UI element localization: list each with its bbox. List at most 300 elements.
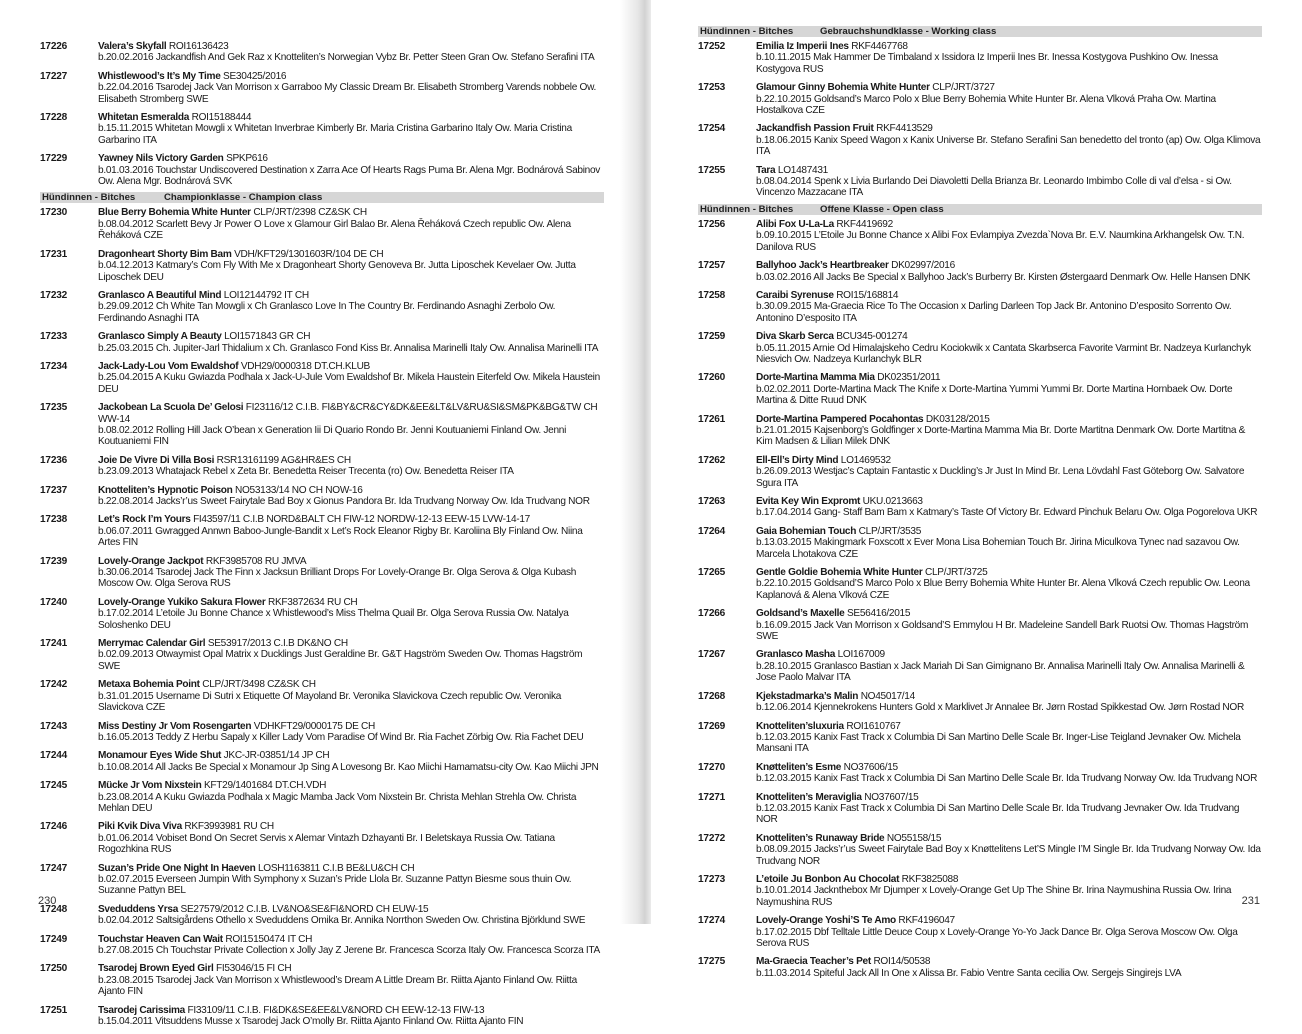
entry-title-line: [98, 361, 604, 372]
dog-name: Ballyhoo Jack’s Heartbreaker: [756, 260, 889, 272]
dog-name: Glamour Ginny Bohemia White Hunter: [756, 82, 930, 94]
catalog-entry: [40, 485, 604, 508]
entry-title-line: [98, 934, 604, 945]
dog-name: Knotteliten’s Meraviglia: [756, 791, 862, 803]
dog-name: Gentle Goldie Bohemia White Hunter: [756, 567, 923, 579]
registration-number: ROI15188444: [191, 112, 252, 124]
entry-title-line: [98, 638, 604, 649]
pedigree-details: b.28.10.2015 Granlasco Bastian x Jack Mariah Di San Gimignano Br. Annalisa Marinelli Italy Ow. Annalisa Marinelli & Jose Paolo Malvar ITA: [756, 660, 1245, 684]
entry-title-line: [98, 679, 604, 690]
pedigree-details: b.12.03.2015 Kanix Fast Track x Columbia Di San Martino Delle Scale Br. Ida Trudvang Jevnaker Ow. Ida Trudvang NOR: [756, 802, 1240, 826]
pedigree-details: b.30.09.2015 Ma-Graecia Rice To The Occasion x Darling Darleen Top Jack Br. Antonino D’esposito Sorrento Ow. Antonino D’esposito ITA: [756, 301, 1232, 324]
entry-number: 17232: [40, 289, 68, 301]
entry-number: 17245: [40, 780, 68, 792]
registration-number: VDH29/0000318 DT.CH.KLUB: [240, 360, 370, 372]
catalog-entry: [698, 331, 1262, 365]
entry-title-line: [98, 821, 604, 832]
catalog-entry: [698, 455, 1262, 489]
catalog-entry: [40, 514, 604, 548]
right-page-entries: [698, 28, 1262, 986]
dog-name: Metaxa Bohemia Point: [98, 679, 200, 691]
entry-title-line: [98, 863, 604, 874]
pedigree-details: b.23.08.2015 Tsarodej Jack Van Morrison x Whistlewood’s Dream A Little Dream Br. Riitta Ajanto Finland Ow. Riitta Ajanto FIN: [98, 974, 577, 998]
dog-name: Lovely-Orange Yoshi’S Te Amo: [756, 915, 896, 927]
dog-name: Emilia Iz Imperii Ines: [756, 41, 849, 52]
registration-number: ROI15150474 IT CH: [225, 933, 313, 945]
registration-number: FI43597/11 C.I.B NORD&BALT CH FIW-12 NORDW-12-13 EEW-15 LVW-14-17: [193, 514, 530, 526]
registration-number: DK03128/2015: [925, 413, 990, 425]
dog-name: Gaia Bohemian Touch: [756, 525, 857, 537]
registration-number: SE53917/2013 C.I.B DK&NO CH: [207, 638, 348, 650]
pedigree-details: b.25.03.2015 Ch. Jupiter-Jarl Thidalium x Ch. Granlasco Fond Kiss Br. Annalisa Marinelli Italy Ow. Annalisa Marinelli ITA: [98, 342, 599, 354]
entry-title-line: [98, 750, 604, 761]
entry-title-line: [98, 455, 604, 466]
entry-number: 17251: [40, 1004, 68, 1016]
registration-number: NO37607/15: [864, 791, 919, 803]
pedigree-details: b.29.09.2012 Ch White Tan Mowgli x Ch Granlasco Love In The Country Br. Ferdinando Asnaghi Zerbolo Ow. Ferdinando Asnaghi ITA: [98, 301, 556, 324]
registration-number: ROI1610767: [846, 720, 901, 732]
catalog-entry: [40, 679, 604, 713]
pedigree-details: b.25.04.2015 A Kuku Gwiazda Podhala x Jack-U-Jule Vom Ewaldshof Br. Mikela Haustein Eiterfeld Ow. Mikela Haustein DEU: [98, 372, 600, 395]
entry-title-line: [98, 780, 604, 791]
entry-number: 17240: [40, 596, 68, 608]
dog-name: Jackobean La Scuola De’ Gelosi: [98, 402, 244, 414]
entry-title-line: [756, 165, 1262, 176]
dog-name: Mücke Jr Vom Nixstein: [98, 780, 202, 792]
catalog-entry: [40, 904, 604, 927]
catalog-entry: [698, 414, 1262, 448]
dog-name: Goldsand’s Maxelle: [756, 608, 845, 620]
dog-name: L’etoile Ju Bonbon Au Chocolat: [756, 873, 900, 885]
pedigree-details: b.15.11.2015 Whitetan Mowgli x Whitetan Inverbrae Kimberly Br. Maria Cristina Garbarino Italy Ow. Maria Cristina Garbarino ITA: [98, 123, 572, 146]
section-sex-label: Hündinnen - Bitches: [700, 26, 794, 37]
entry-number: 17268: [698, 690, 726, 702]
dog-name: Sveduddens Yrsa: [98, 903, 179, 915]
dog-name: Knotteliten’s Runaway Bride: [756, 832, 885, 844]
class-section-header: [698, 26, 1262, 37]
entry-number: 17252: [698, 41, 726, 52]
entry-number: 17231: [40, 248, 68, 260]
pedigree-details: b.27.08.2015 Ch Touchstar Private Collection x Jolly Jay Z Jerene Br. Francesca Scorza Italy Ow. Francesca Scorza ITA: [98, 945, 600, 956]
catalog-entry: [698, 567, 1262, 601]
pedigree-details: b.01.06.2014 Vobiset Bond On Secret Servis x Alemar Vintazh Dzhayanti Br. I Beletskaya Russia Ow. Tatiana Rogozhkina RUS: [98, 832, 555, 856]
dog-name: Knotteliten’s Hypnotic Poison: [98, 484, 233, 496]
entry-number: 17246: [40, 821, 68, 833]
registration-number: LO1487431: [777, 164, 828, 176]
pedigree-details: b.04.12.2013 Katmary’s Com Fly With Me x Dragonheart Shorty Genoveva Br. Jutta Liposchek Kevelaer Ow. Jutta Liposchek DEU: [98, 260, 576, 283]
catalog-entry: [698, 833, 1262, 867]
registration-number: CLP/JRT/2398 CZ&SK CH: [253, 207, 367, 219]
entry-number: 17241: [40, 638, 68, 650]
entry-number: 17261: [698, 413, 726, 425]
pedigree-details: b.18.06.2015 Kanix Speed Wagon x Kanix Universe Br. Stefano Serafini San benedetto del tronto (ap) Ow. Olga Klimova ITA: [756, 134, 1261, 158]
catalog-entry: [698, 496, 1262, 519]
catalog-entry: [698, 219, 1262, 253]
pedigree-details: b.22.04.2016 Tsarodej Jack Van Morrison x Garraboo My Classic Dream Br. Elisabeth Stromberg Varends nobbele Ow. Elisabeth Stromberg SWE: [98, 82, 597, 105]
registration-number: NO45017/14: [860, 690, 915, 702]
right-page: [651, 0, 1302, 979]
entry-number: 17260: [698, 372, 726, 384]
entry-title-line: [98, 249, 604, 260]
entry-title-line: [98, 485, 604, 496]
pedigree-details: b.05.11.2015 Arnie Od Himalajskeho Cedru Kociokwik x Cantata Skarbserca Favorite Varmint Br. Nadzeya Kurlanchyk Niesvich Ow. Nadzeya Kurlanchyk BLR: [756, 342, 1251, 365]
dog-name: Lovely-Orange Jackpot: [98, 555, 204, 567]
registration-number: CLP/JRT/3727: [932, 82, 995, 94]
dog-name: Alibi Fox U-La-La: [756, 218, 834, 230]
entry-number: 17267: [698, 649, 726, 661]
dog-name: Granlasco A Beautiful Mind: [98, 289, 222, 301]
catalog-entry: [40, 71, 604, 105]
dog-name: Blue Berry Bohemia White Hunter: [98, 207, 251, 219]
catalog-entry: [40, 41, 604, 64]
page-number-left: 230: [38, 895, 57, 907]
dog-name: Knotteliten’sluxuria: [756, 720, 844, 732]
dog-name: Suzan’s Pride One Night In Haeven: [98, 862, 256, 874]
registration-number: UKU.0213663: [862, 496, 923, 507]
pedigree-details: b.22.08.2014 Jacks’r’us Sweet Fairytale Bad Boy x Gionus Pandora Br. Ida Trudvang Norway Ow. Ida Trudvang NOR: [98, 496, 590, 507]
catalog-entry: [40, 455, 604, 478]
dog-name: Tara: [756, 164, 776, 176]
dog-name: Tsarodej Carissima: [98, 1004, 185, 1016]
pedigree-details: b.08.09.2015 Jacks’r’us Sweet Fairytale Bad Boy x Knøttelitens Let’S Mingle I’M Single Br. Ida Trudvang Norway Ow. Ida Trudvang NOR: [756, 844, 1261, 867]
registration-number: VDH/KFT29/1301603R/104 DE CH: [234, 248, 384, 260]
entry-number: 17256: [698, 218, 726, 230]
section-sex-label: Hündinnen - Bitches: [42, 192, 136, 204]
pedigree-details: b.02.04.2012 Saltsigårdens Othello x Sveduddens Omika Br. Annika Norrthon Sweden Ow. Christina Björklund SWE: [98, 915, 586, 927]
registration-number: FI23116/12 C.I.B. FI&BY&CR&CY&DK&EE&LT&LV&RU&SI&SM&PK&BG&TW CH WW-14: [98, 402, 598, 425]
registration-number: JKC-JR-03851/14 JP CH: [223, 750, 330, 762]
entry-number: 17230: [40, 207, 68, 219]
section-class-label: Gebrauchshundklasse - Working class: [820, 26, 997, 37]
entry-number: 17271: [698, 791, 726, 803]
entry-number: 17248: [40, 903, 68, 915]
entry-title-line: [98, 556, 604, 567]
entry-title-line: [98, 721, 604, 732]
registration-number: SPKP616: [226, 153, 268, 165]
entry-number: 17236: [40, 454, 68, 466]
dog-name: Whistlewood’s It’s My Time: [98, 70, 221, 82]
registration-number: DK02997/2016: [891, 260, 955, 272]
pedigree-details: b.08.02.2012 Rolling Hill Jack O’bean x Generation Iii Di Quario Rondo Br. Jenni Koutuaniemi Finland Ow. Jenni Koutuaniemi FIN: [98, 424, 567, 448]
dog-name: Dorte-Martina Pampered Pocahontas: [756, 413, 924, 425]
catalog-entry: [40, 597, 604, 631]
dog-name: Caraibi Syrenuse: [756, 289, 834, 301]
catalog-entry: [698, 290, 1262, 324]
catalog-entry: [698, 608, 1262, 642]
registration-number: SE56416/2015: [846, 608, 911, 620]
entry-title-line: [756, 455, 1262, 466]
entry-title-line: [98, 153, 604, 164]
entry-title-line: [98, 207, 604, 218]
catalog-entry: [40, 721, 604, 744]
catalog-entry: [40, 153, 604, 187]
catalog-entry: [40, 750, 604, 773]
dog-name: Merrymac Calendar Girl: [98, 638, 206, 650]
entry-title-line: [756, 649, 1262, 660]
entry-title-line: [756, 496, 1262, 507]
entry-number: 17237: [40, 484, 68, 496]
registration-number: RKF3985708 RU JMVA: [205, 555, 307, 567]
registration-number: ROI16136423: [168, 41, 229, 52]
entry-title-line: [756, 219, 1262, 230]
pedigree-details: b.22.10.2015 Goldsand’s Marco Polo x Blue Berry Bohemia White Hunter Br. Alena Vlková Praha Ow. Martina Hostalkova CZE: [756, 93, 1216, 117]
dog-name: Ma-Graecia Teacher’s Pet: [756, 956, 871, 968]
dog-name: Lovely-Orange Yukiko Sakura Flower: [98, 596, 266, 608]
catalog-entry: [698, 649, 1262, 683]
entry-title-line: [98, 331, 604, 342]
entry-title-line: [756, 721, 1262, 732]
registration-number: NO37606/15: [843, 761, 898, 773]
catalog-entry: [40, 402, 604, 448]
catalog-entry: [698, 41, 1262, 75]
entry-number: 17257: [698, 260, 726, 272]
entry-number: 17228: [40, 112, 68, 124]
left-page-entries: [40, 41, 604, 1034]
entry-number: 17244: [40, 750, 68, 762]
dog-name: Piki Kvik Diva Viva: [98, 821, 182, 833]
registration-number: RKF4419692: [836, 218, 893, 230]
pedigree-details: b.10.01.2014 Jacknthebox Mr Djumper x Lovely-Orange Get Up The Shine Br. Irina Naymushina Russia Ow. Irina Naymushina RUS: [756, 885, 1232, 908]
dog-name: Dragonheart Shorty Bim Bam: [98, 248, 232, 260]
catalog-entry: [40, 1005, 604, 1028]
registration-number: RSR13161199 AG&HR&ES CH: [216, 454, 351, 466]
registration-number: SE30425/2016: [223, 70, 287, 82]
entry-number: 17253: [698, 82, 726, 94]
pedigree-details: b.20.02.2016 Jackandfish And Gek Raz x Knotteliten’s Norwegian Vybz Br. Petter Steen Gran Ow. Stefano Serafini ITA: [98, 52, 595, 64]
pedigree-details: b.09.10.2015 L’Etoile Ju Bonne Chance x Alibi Fox Evlampiya Zvezda`Nova Br. E.V. Naumkina Arkhangelsk Ow. T.N. Danilova RUS: [756, 230, 1245, 253]
entry-number: 17275: [698, 956, 726, 968]
entry-number: 17243: [40, 720, 68, 732]
entry-number: 17263: [698, 496, 726, 507]
pedigree-details: b.26.09.2013 Westjac’s Captain Fantastic x Duckling’s Jr Just In Mind Br. Lena Lövdahl Fast Göteborg Ow. Salvatore Sgura ITA: [756, 466, 1245, 489]
entry-title-line: [756, 691, 1262, 702]
registration-number: ROI14/50538: [873, 956, 931, 968]
entry-number: 17226: [40, 41, 68, 52]
entry-title-line: [756, 833, 1262, 844]
dog-name: Granlasco Simply A Beauty: [98, 331, 222, 343]
pedigree-details: b.08.04.2012 Scarlett Bevy Jr Power O Love x Glamour Girl Balao Br. Alena Řeháková Czech republic Ow. Alena Řeháková CZE: [98, 218, 571, 242]
pedigree-details: b.16.09.2015 Jack Van Morrison x Goldsand’S Emmylou H Br. Madeleine Sandell Bark Ruotsi Ow. Thomas Hagström SWE: [756, 619, 1249, 643]
dog-name: Joie De Vivre Di Villa Bosi: [98, 454, 215, 466]
dog-name: Jackandfish Passion Fruit: [756, 123, 874, 135]
dog-name: Touchstar Heaven Can Wait: [98, 933, 223, 945]
entry-number: 17259: [698, 331, 726, 343]
registration-number: DK02351/2011: [877, 372, 941, 384]
registration-number: FI33109/11 C.I.B. FI&DK&SE&EE&LV&NORD CH EEW-12-13 FIW-13: [187, 1004, 485, 1016]
pedigree-details: b.06.07.2011 Gwragged Annwn Baboo-Jungle-Bandit x Let’s Rock Eleanor Rigby Br. Karoliina Bly Finland Ow. Niina Artes FIN: [98, 525, 583, 549]
entry-title-line: [756, 915, 1262, 926]
entry-title-line: [756, 874, 1262, 885]
registration-number: RKF4413529: [876, 123, 933, 135]
pedigree-details: b.21.01.2015 Kajsenborg’s Goldfinger x Dorte-Martina Mamma Mia Br. Dorte Martitna Denmark Ow. Dorte Martitna & Kim Madsen & Lilian Milek DNK: [756, 424, 1246, 448]
catalog-entry: [40, 249, 604, 283]
catalog-entry: [698, 792, 1262, 826]
pedigree-details: b.31.01.2015 Username Di Sutri x Etiquette Of Mayoland Br. Veronika Slavickova Czech republic Ow. Veronika Slavickova CZE: [98, 690, 562, 714]
entry-title-line: [756, 123, 1262, 134]
registration-number: NO53133/14 NO CH NOW-16: [235, 484, 363, 496]
entry-number: 17258: [698, 289, 726, 301]
dog-name: Tsarodej Brown Eyed Girl: [98, 963, 214, 975]
registration-number: VDHKFT29/0000175 DE CH: [253, 720, 376, 732]
entry-title-line: [756, 792, 1262, 803]
class-section-header: [40, 192, 604, 203]
dog-name: Valera’s Skyfall: [98, 41, 167, 52]
entry-number: 17234: [40, 360, 68, 372]
entry-number: 17242: [40, 679, 68, 691]
catalog-entry: [40, 638, 604, 672]
catalog-entry: [698, 372, 1262, 406]
registration-number: ROI15/168814: [836, 289, 899, 301]
pedigree-details: b.10.11.2015 Mak Hammer De Timbaland x Issidora Iz Imperii Ines Br. Inessa Kostygova Pushkino Ow. Inessa Kostygova RUS: [756, 52, 1218, 75]
entry-number: 17254: [698, 123, 726, 135]
registration-number: SE27579/2012 C.I.B. LV&NO&SE&FI&NORD CH EUW-15: [180, 903, 429, 915]
pedigree-details: b.13.03.2015 Makingmark Foxscott x Ever Mona Lisa Bohemian Touch Br. Jirina Miculkova Tynec nad sazavou Ow. Marcela Lhotakova CZE: [756, 537, 1240, 560]
entry-title-line: [756, 956, 1262, 967]
entry-number: 17233: [40, 331, 68, 343]
catalog-entry: [40, 112, 604, 146]
entry-title-line: [756, 414, 1262, 425]
catalog-entry: [40, 863, 604, 897]
entry-title-line: [756, 762, 1262, 773]
left-page: [0, 0, 625, 1028]
pedigree-details: b.17.04.2014 Gang- Staff Bam Bam x Katmary’s Taste Of Victory Br. Edward Pinchuk Belaru Ow. Olga Pogorelova UKR: [756, 507, 1258, 519]
entry-title-line: [98, 112, 604, 123]
catalog-entry: [40, 821, 604, 855]
entry-number: 17264: [698, 525, 726, 537]
registration-number: NO55158/15: [886, 832, 942, 844]
catalog-entry: [40, 934, 604, 957]
pedigree-details: b.17.02.2015 Dbf Telltale Little Deuce Coup x Lovely-Orange Yo-Yo Jack Dance Br. Olga Serova Moscow Ow. Olga Serova RUS: [756, 926, 1238, 949]
entry-title-line: [98, 290, 604, 301]
registration-number: FI53046/15 FI CH: [215, 963, 292, 975]
pedigree-details: b.03.02.2016 All Jacks Be Special x Ballyhoo Jack’s Burberry Br. Kirsten Østergaard Denmark Ow. Helle Hansen DNK: [756, 271, 1251, 283]
entry-number: 17250: [40, 963, 68, 975]
catalog-entry: [698, 82, 1262, 116]
class-section-header: [698, 204, 1262, 215]
entry-number: 17262: [698, 454, 726, 466]
catalog-entry: [40, 290, 604, 324]
registration-number: LOI1571843 GR CH: [224, 331, 311, 343]
entry-title-line: [756, 290, 1262, 301]
entry-number: 17235: [40, 402, 68, 414]
entry-number: 17269: [698, 720, 726, 732]
registration-number: KFT29/1401684 DT.CH.VDH: [203, 780, 327, 792]
pedigree-details: b.02.09.2013 Otwaymist Opal Matrix x Ducklings Just Geraldine Br. G&T Hagström Sweden Ow. Thomas Hagström SWE: [98, 649, 583, 672]
dog-name: Kjekstadmarka’s Malin: [756, 690, 859, 702]
catalog-entry: [698, 123, 1262, 157]
entry-title-line: [756, 567, 1262, 578]
section-class-label: Offene Klasse - Open class: [820, 203, 944, 215]
catalog-entry: [40, 331, 604, 354]
entry-number: 17265: [698, 567, 726, 579]
pedigree-details: b.11.03.2014 Spiteful Jack All In One x Alissa Br. Fabio Ventre Santa cecilia Ow. Sergejs Singirejs LVA: [756, 967, 1182, 979]
dog-name: Diva Skarb Serca: [756, 331, 834, 343]
registration-number: RKF3825088: [901, 873, 959, 885]
entry-title-line: [98, 402, 604, 425]
entry-title-line: [756, 82, 1262, 93]
entry-number: 17239: [40, 555, 68, 567]
dog-name: Miss Destiny Jr Vom Rosengarten: [98, 720, 252, 732]
entry-number: 17274: [698, 915, 726, 927]
dog-name: Knøtteliten’s Esme: [756, 761, 842, 773]
entry-number: 17249: [40, 933, 68, 945]
registration-number: CLP/JRT/3535: [858, 525, 922, 537]
registration-number: BCU345-001274: [836, 331, 908, 343]
dog-name: Yawney Nils Victory Garden: [98, 153, 224, 165]
entry-title-line: [756, 41, 1262, 52]
catalog-entry: [698, 691, 1262, 714]
entry-number: 17238: [40, 514, 68, 526]
entry-number: 17272: [698, 832, 726, 844]
pedigree-details: b.15.04.2011 Vitsuddens Musse x Tsarodej Jack O’molly Br. Riitta Ajanto Finland Ow. Riitta Ajanto FIN: [98, 1016, 524, 1028]
entry-number: 17229: [40, 153, 68, 165]
registration-number: CLP/JRT/3498 CZ&SK CH: [202, 679, 316, 691]
registration-number: LO1469532: [840, 454, 891, 466]
catalog-entry: [698, 260, 1262, 283]
catalog-entry: [698, 526, 1262, 560]
dog-name: Dorte-Martina Mamma Mia: [756, 372, 875, 384]
pedigree-details: b.12.03.2015 Kanix Fast Track x Columbia Di San Martino Delle Scale Br. Inger-Lise Teigland Jevnaker Ow. Michela Mansani ITA: [756, 731, 1241, 755]
catalog-entry: [698, 721, 1262, 755]
registration-number: RKF3872634 RU CH: [267, 596, 358, 608]
entry-title-line: [98, 904, 604, 915]
pedigree-details: b.30.06.2014 Tsarodej Jack The Finn x Jacksun Brilliant Drops For Lovely-Orange Br. Olga Serova & Olga Kubash Moscow Ow. Olga Serova RUS: [98, 567, 577, 590]
registration-number: LOI12144792 IT CH: [223, 289, 309, 301]
dog-name: Let’s Rock I’m Yours: [98, 514, 191, 526]
catalog-entry: [40, 963, 604, 997]
catalog-entry: [698, 915, 1262, 949]
catalog-entry: [698, 956, 1262, 979]
registration-number: LOSH1163811 C.I.B BE&LU&CH CH: [257, 862, 415, 874]
pedigree-details: b.10.08.2014 All Jacks Be Special x Monamour Jp Sing A Lovesong Br. Kao Miichi Hamamatsu-city Ow. Kao Miichi JPN: [98, 761, 599, 773]
entry-number: 17273: [698, 873, 726, 885]
entry-title-line: [98, 41, 604, 52]
registration-number: RKF4467768: [851, 41, 908, 52]
pedigree-details: b.12.06.2014 Kjennekrokens Hunters Gold x Marklivet Jr Annalee Br. Jørn Rostad Spikkestad Ow. Jørn Rostad NOR: [756, 702, 1244, 714]
entry-title-line: [98, 514, 604, 525]
entry-title-line: [98, 71, 604, 82]
dog-name: Evita Key Win Expromt: [756, 496, 861, 507]
pedigree-details: b.12.03.2015 Kanix Fast Track x Columbia Di San Martino Delle Scale Br. Ida Trudvang Norway Ow. Ida Trudvang NOR: [756, 773, 1258, 785]
registration-number: CLP/JRT/3725: [924, 567, 988, 579]
registration-number: LOI167009: [837, 649, 885, 661]
entry-number: 17266: [698, 608, 726, 620]
entry-title-line: [98, 1005, 604, 1016]
pedigree-details: b.23.09.2013 Whatajack Rebel x Zeta Br. Benedetta Reiser Trecenta (ro) Ow. Benedetta Reiser ITA: [98, 466, 514, 478]
entry-title-line: [98, 963, 604, 974]
catalog-entry: [40, 780, 604, 814]
dog-name: Whitetan Esmeralda: [98, 112, 190, 124]
catalog-entry: [40, 556, 604, 590]
entry-number: 17255: [698, 164, 726, 176]
section-sex-label: Hündinnen - Bitches: [700, 203, 794, 215]
entry-title-line: [98, 597, 604, 608]
section-class-label: Championklasse - Champion class: [164, 192, 323, 204]
registration-number: RKF3993981 RU CH: [184, 821, 274, 833]
catalog-entry: [40, 361, 604, 395]
pedigree-details: b.02.07.2015 Everseen Jumpin With Symphony x Suzan’s Pride Llola Br. Suzanne Pattyn Biesme sous thuin Ow. Suzanne Pattyn BEL: [98, 873, 572, 897]
pedigree-details: b.01.03.2016 Touchstar Undiscovered Destination x Zarra Ace Of Hearts Rags Puma Br. Alena Mgr. Bodnárová Sabinov Ow. Alena Mgr. Bodnárová SVK: [98, 164, 601, 188]
catalog-entry: [698, 874, 1262, 908]
pedigree-details: b.08.04.2014 Spenk x Livia Burlando Dei Diavoletti Della Brianza Br. Leonardo Imbimbo Colle di val d’elsa - si Ow. Vincenzo Mazzacane ITA: [756, 176, 1232, 199]
dog-name: Monamour Eyes Wide Shut: [98, 750, 222, 762]
pedigree-details: b.23.08.2014 A Kuku Gwiazda Podhala x Magic Mamba Jack Vom Nixstein Br. Christa Mehlan Strehla Ow. Christa Mehlan DEU: [98, 791, 577, 814]
dog-name: Ell-Ell’s Dirty Mind: [756, 454, 839, 466]
entry-title-line: [756, 608, 1262, 619]
entry-title-line: [756, 372, 1262, 383]
entry-title-line: [756, 526, 1262, 537]
pedigree-details: b.17.02.2014 L’etoile Ju Bonne Chance x Whistlewood’s Miss Thelma Quail Br. Olga Serova Russia Ow. Natalya Soloshenko DEU: [98, 608, 569, 631]
